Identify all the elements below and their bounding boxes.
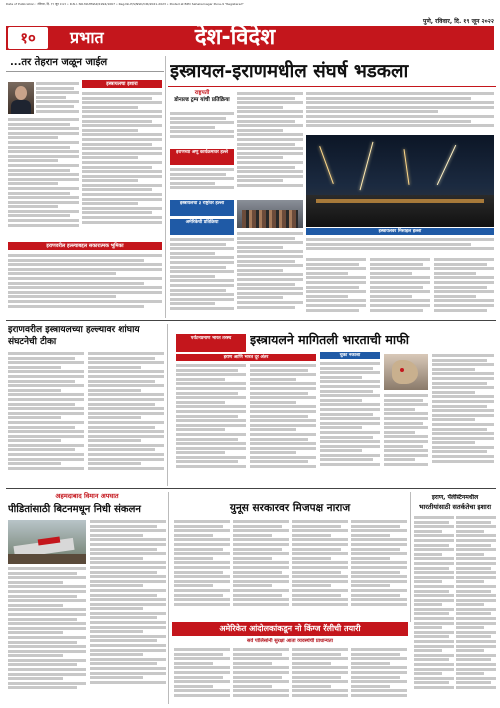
kicker-2: डोनाल्ड ट्रम्प यांची प्रतिक्रिया — [174, 97, 230, 103]
portrait-photo — [8, 82, 34, 114]
main-headline: इस्त्रायल-इराणमधील संघर्ष भडकला — [170, 61, 409, 82]
ahmedabad-headline: पीडितांसाठी बिटनमधून निधी संकलन — [8, 504, 141, 515]
crowd-photo — [237, 200, 303, 228]
mafi-headline: इस्त्रायलने मागितली भारताची माफी — [250, 332, 409, 347]
mafi-sub-label: चुका नकाशा — [320, 352, 380, 359]
sco-headline: इराणवरील इस्त्रायलच्या हल्ल्यावर शांघाय संघटनेची टीका — [8, 325, 140, 347]
dateline: पुणे, रविवार, दि. १९ जून २०२२ — [423, 18, 494, 25]
left-story-headline: ...तर तेहरान जळून जाईल — [10, 57, 108, 68]
map-photo — [384, 354, 428, 390]
brand-logo: प्रभात — [70, 28, 104, 47]
page-number: १० — [8, 27, 48, 49]
america-subheadline: सर्व पोलिसांनी सुरक्षा आता व्यवस्थेची प्राधान्यता — [247, 638, 333, 644]
yunus-headline: युनूस सरकारवर मिजपक्ष नाराज — [229, 502, 351, 514]
mafi-red-label: इराण आणि भारत दूर अंतर — [176, 354, 316, 361]
iran-pak-headline: भारतीयांसाठी सतर्कतेचा इशारा — [418, 503, 492, 511]
ahmedabad-kicker: अहमदाबाद विमान अपघात — [55, 492, 119, 500]
missile-photo — [306, 135, 494, 227]
red-callout: इराणच्या अणु कार्यक्रमावर हल्ले — [170, 149, 234, 165]
america-headline: अमेरिकेत आंदोलकांकडून नो किंग्ज रॅलीची तयारी — [219, 624, 361, 633]
photo-caption: इस्त्रायलवर मिसाइल हल्ला — [306, 228, 494, 235]
publication-meta: Date of Publication : रविवार, दि. १९ जून २०२२ • R.N.I. NO.MAHMAR/1994/1067 • Reg.No.P/S/NSD/CIR/2021-2023 • Posted at BPO Sahakarnagar Pune-9 "Registered" — [6, 2, 244, 6]
left-red-banner: इराणवरील हल्ल्याबद्दल सकारात्मक भूमिका — [8, 242, 162, 250]
kicker-1: राष्ट्रपती — [194, 90, 210, 96]
left-sub-label: इस्त्रायलचा इशारा — [82, 80, 162, 88]
section-title: देश-विदेश — [194, 25, 276, 50]
mafi-kicker: पर्यटनप्रमाण भारत तरस्थ — [176, 334, 246, 352]
blue-callout-2: अमेरिकेची प्रतिक्रिया — [170, 219, 234, 235]
crash-photo — [8, 520, 86, 564]
blue-callout-1: इस्त्रायलचा ३ राष्ट्रांवर हल्ला — [170, 200, 234, 216]
iran-pak-kicker: इराण, पॅलेस्टिनमधील — [431, 494, 479, 501]
